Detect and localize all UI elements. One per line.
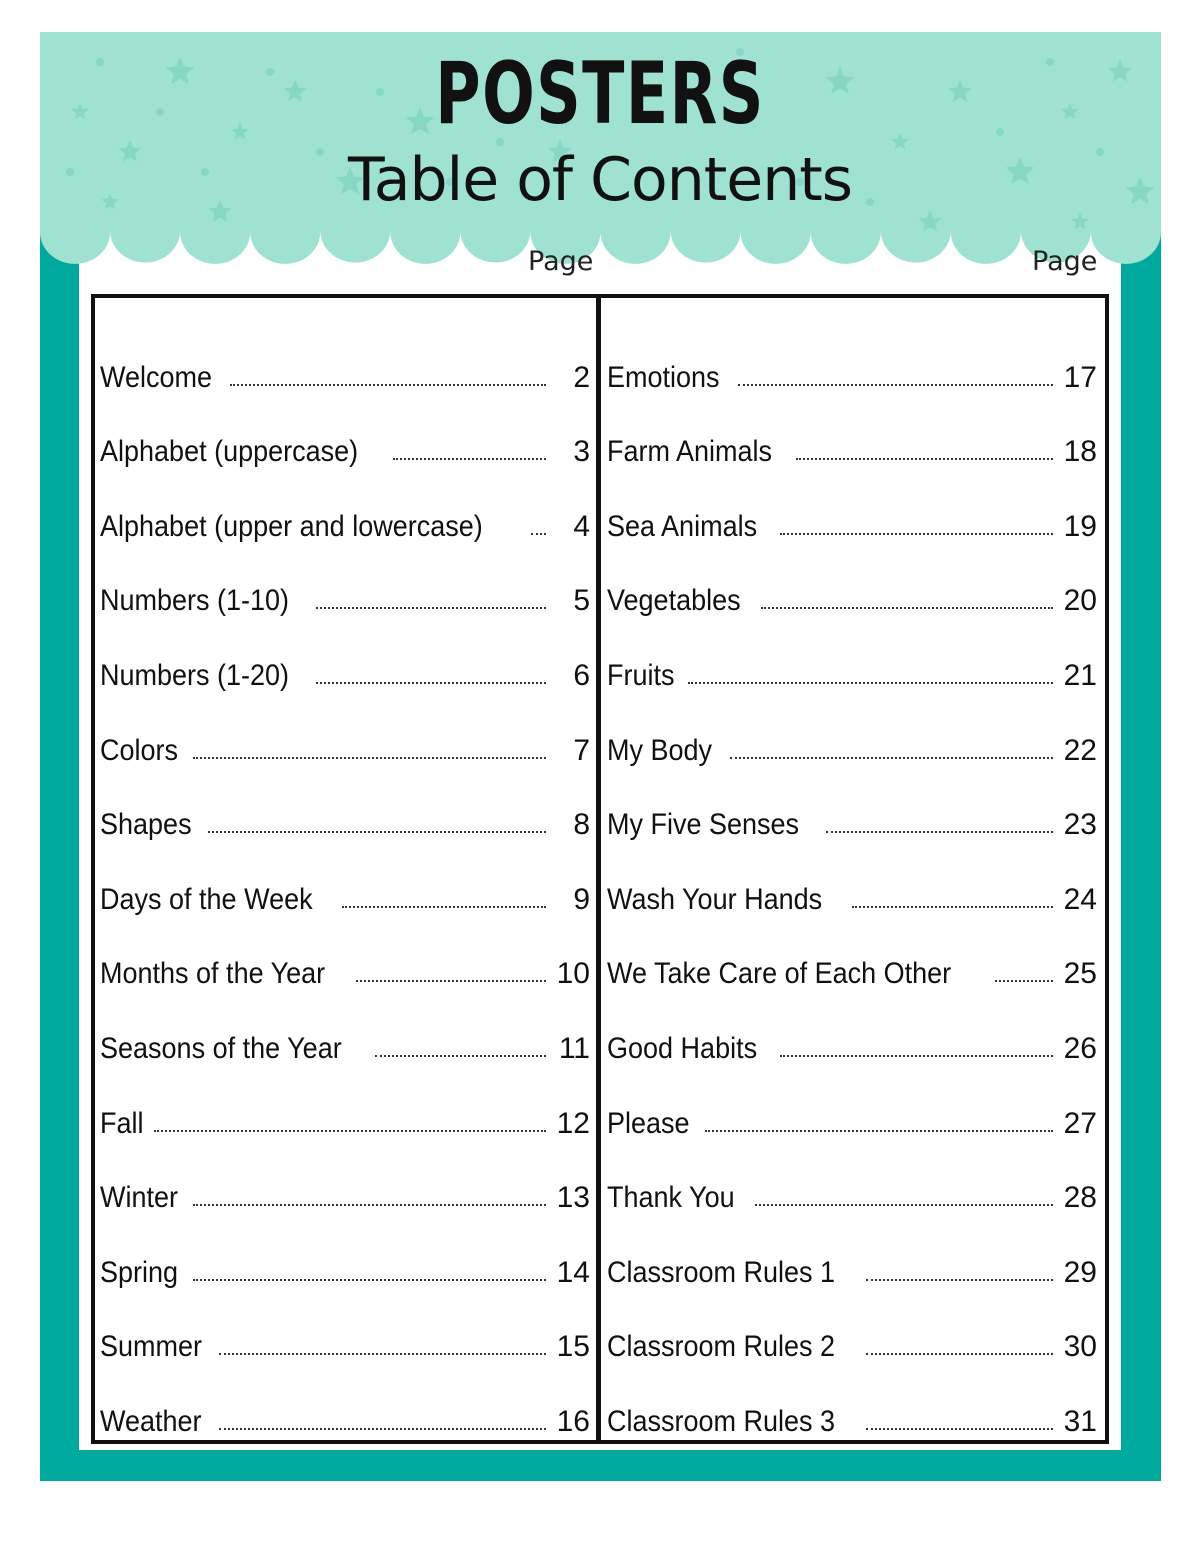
toc-entry [607, 1364, 1097, 1439]
toc-entry-page-number: 15 [556, 1330, 590, 1364]
dot-leader [193, 1204, 546, 1206]
toc-entry-label: Please [607, 1106, 690, 1140]
toc-entry [607, 1290, 1097, 1365]
toc-entry [607, 991, 1097, 1066]
toc-entry-label: Classroom Rules 2 [607, 1330, 836, 1364]
toc-entry-label: Fall [100, 1106, 144, 1140]
toc-entry [100, 1290, 590, 1365]
toc-entry [100, 768, 590, 843]
toc-entry [100, 1066, 590, 1141]
dot-leader [219, 1428, 546, 1430]
toc-column-left [100, 320, 590, 1439]
toc-entry-page-number: 3 [573, 435, 590, 469]
dot-leader [316, 607, 546, 609]
toc-entry-label: My Five Senses [607, 808, 800, 842]
toc-entry-page-number: 9 [573, 882, 590, 916]
toc-entry-page-number: 5 [573, 584, 590, 618]
toc-entry-label: Classroom Rules 1 [607, 1255, 836, 1289]
toc-entry [100, 618, 590, 693]
toc-entry-page-number: 11 [558, 1031, 590, 1065]
toc-entry-page-number: 25 [1063, 957, 1097, 991]
dot-leader [356, 980, 546, 982]
toc-entry-label: Seasons of the Year [100, 1031, 342, 1065]
toc-entry-page-number: 28 [1063, 1181, 1097, 1215]
dot-leader [852, 906, 1053, 908]
toc-entry [607, 469, 1097, 544]
toc-entry [607, 320, 1097, 395]
toc-entry [100, 395, 590, 470]
dot-leader [193, 757, 546, 759]
toc-entry-page-number: 23 [1063, 808, 1097, 842]
page-column-label-right: Page [1032, 246, 1098, 277]
toc-entry [607, 693, 1097, 768]
toc-entry-label: We Take Care of Each Other [607, 957, 952, 991]
dot-leader [780, 533, 1053, 535]
toc-entry-page-number: 7 [573, 733, 590, 767]
dot-leader [230, 384, 546, 386]
toc-entry-page-number: 21 [1063, 658, 1097, 692]
toc-entry [100, 693, 590, 768]
toc-entry [607, 618, 1097, 693]
toc-entry-label: Numbers (1-10) [100, 584, 290, 618]
toc-entry [607, 1066, 1097, 1141]
toc-entry [607, 1141, 1097, 1216]
toc-entry-page-number: 27 [1063, 1106, 1097, 1140]
toc-entry-label: My Body [607, 733, 713, 767]
toc-entry-label: Spring [100, 1255, 179, 1289]
dot-leader [866, 1279, 1053, 1281]
dot-leader [393, 458, 546, 460]
toc-entry-label: Days of the Week [100, 882, 313, 916]
toc-entry-page-number: 13 [556, 1181, 590, 1215]
dot-leader [780, 1055, 1053, 1057]
dot-leader [531, 533, 546, 535]
toc-entry-label: Welcome [100, 360, 213, 394]
toc-entry-label: Months of the Year [100, 957, 326, 991]
column-divider [596, 294, 601, 1444]
dot-decoration [156, 108, 164, 116]
toc-entry-page-number: 30 [1063, 1330, 1097, 1364]
toc-entry-label: Sea Animals [607, 509, 758, 543]
toc-entry [607, 842, 1097, 917]
toc-entry [100, 1364, 590, 1439]
toc-entry-page-number: 29 [1063, 1255, 1097, 1289]
toc-entry-label: Weather [100, 1404, 202, 1438]
toc-entry-label: Colors [100, 733, 179, 767]
toc-entry [607, 768, 1097, 843]
toc-entry-label: Shapes [100, 808, 192, 842]
toc-entry [100, 917, 590, 992]
dot-leader [219, 1353, 546, 1355]
toc-entry [100, 842, 590, 917]
dot-leader [755, 1204, 1053, 1206]
page-subtitle: Table of Contents [347, 145, 852, 215]
dot-leader [738, 384, 1053, 386]
toc-entry-page-number: 26 [1063, 1031, 1097, 1065]
toc-entry-label: Farm Animals [607, 435, 773, 469]
toc-entry-page-number: 31 [1063, 1404, 1097, 1438]
toc-entry [100, 1141, 590, 1216]
toc-entry-label: Thank You [607, 1181, 735, 1215]
toc-entry-page-number: 16 [556, 1404, 590, 1438]
dot-leader [316, 682, 546, 684]
toc-entry [607, 1215, 1097, 1290]
dot-decoration [1046, 58, 1054, 66]
toc-entry-page-number: 8 [573, 808, 590, 842]
toc-entry-page-number: 17 [1063, 360, 1097, 394]
toc-entry [100, 469, 590, 544]
toc-entry-label: Numbers (1-20) [100, 658, 290, 692]
toc-entry-label: Alphabet (upper and lowercase) [100, 509, 483, 543]
dot-leader [688, 682, 1053, 684]
toc-entry-label: Alphabet (uppercase) [100, 435, 359, 469]
dot-leader [154, 1130, 546, 1132]
toc-entry-page-number: 18 [1063, 435, 1097, 469]
dot-leader [705, 1130, 1053, 1132]
toc-entry-page-number: 20 [1063, 584, 1097, 618]
dot-leader [208, 831, 546, 833]
toc-entry-page-number: 12 [556, 1106, 590, 1140]
toc-entry-label: Summer [100, 1330, 203, 1364]
toc-entry-label: Emotions [607, 360, 720, 394]
toc-entry [607, 544, 1097, 619]
toc-entry-page-number: 10 [556, 957, 590, 991]
dot-leader [796, 458, 1053, 460]
dot-leader [995, 980, 1053, 982]
toc-column-right [607, 320, 1097, 1439]
toc-entry [100, 544, 590, 619]
dot-leader [730, 757, 1053, 759]
dot-leader [342, 906, 546, 908]
toc-entry-label: Good Habits [607, 1031, 758, 1065]
toc-entry-page-number: 24 [1063, 882, 1097, 916]
toc-entry [607, 917, 1097, 992]
toc-entry-page-number: 14 [556, 1255, 590, 1289]
dot-decoration [96, 58, 104, 66]
toc-entry-label: Fruits [607, 658, 675, 692]
toc-entry-label: Vegetables [607, 584, 741, 618]
dot-leader [826, 831, 1053, 833]
toc-entry [100, 320, 590, 395]
dot-leader [193, 1279, 546, 1281]
toc-entry-page-number: 19 [1063, 509, 1097, 543]
toc-entry [100, 991, 590, 1066]
toc-entry [607, 395, 1097, 470]
dot-leader [866, 1353, 1053, 1355]
toc-entry-page-number: 4 [573, 509, 590, 543]
toc-entry-label: Wash Your Hands [607, 882, 823, 916]
toc-entry-page-number: 2 [573, 360, 590, 394]
dot-leader [761, 607, 1053, 609]
toc-entry-label: Winter [100, 1181, 179, 1215]
page-column-label-left: Page [528, 246, 594, 277]
dot-leader [866, 1428, 1053, 1430]
page-title: POSTERS [435, 44, 765, 144]
dot-leader [375, 1055, 546, 1057]
toc-entry [100, 1215, 590, 1290]
toc-entry-label: Classroom Rules 3 [607, 1404, 836, 1438]
toc-entry-page-number: 22 [1063, 733, 1097, 767]
toc-entry-page-number: 6 [573, 658, 590, 692]
